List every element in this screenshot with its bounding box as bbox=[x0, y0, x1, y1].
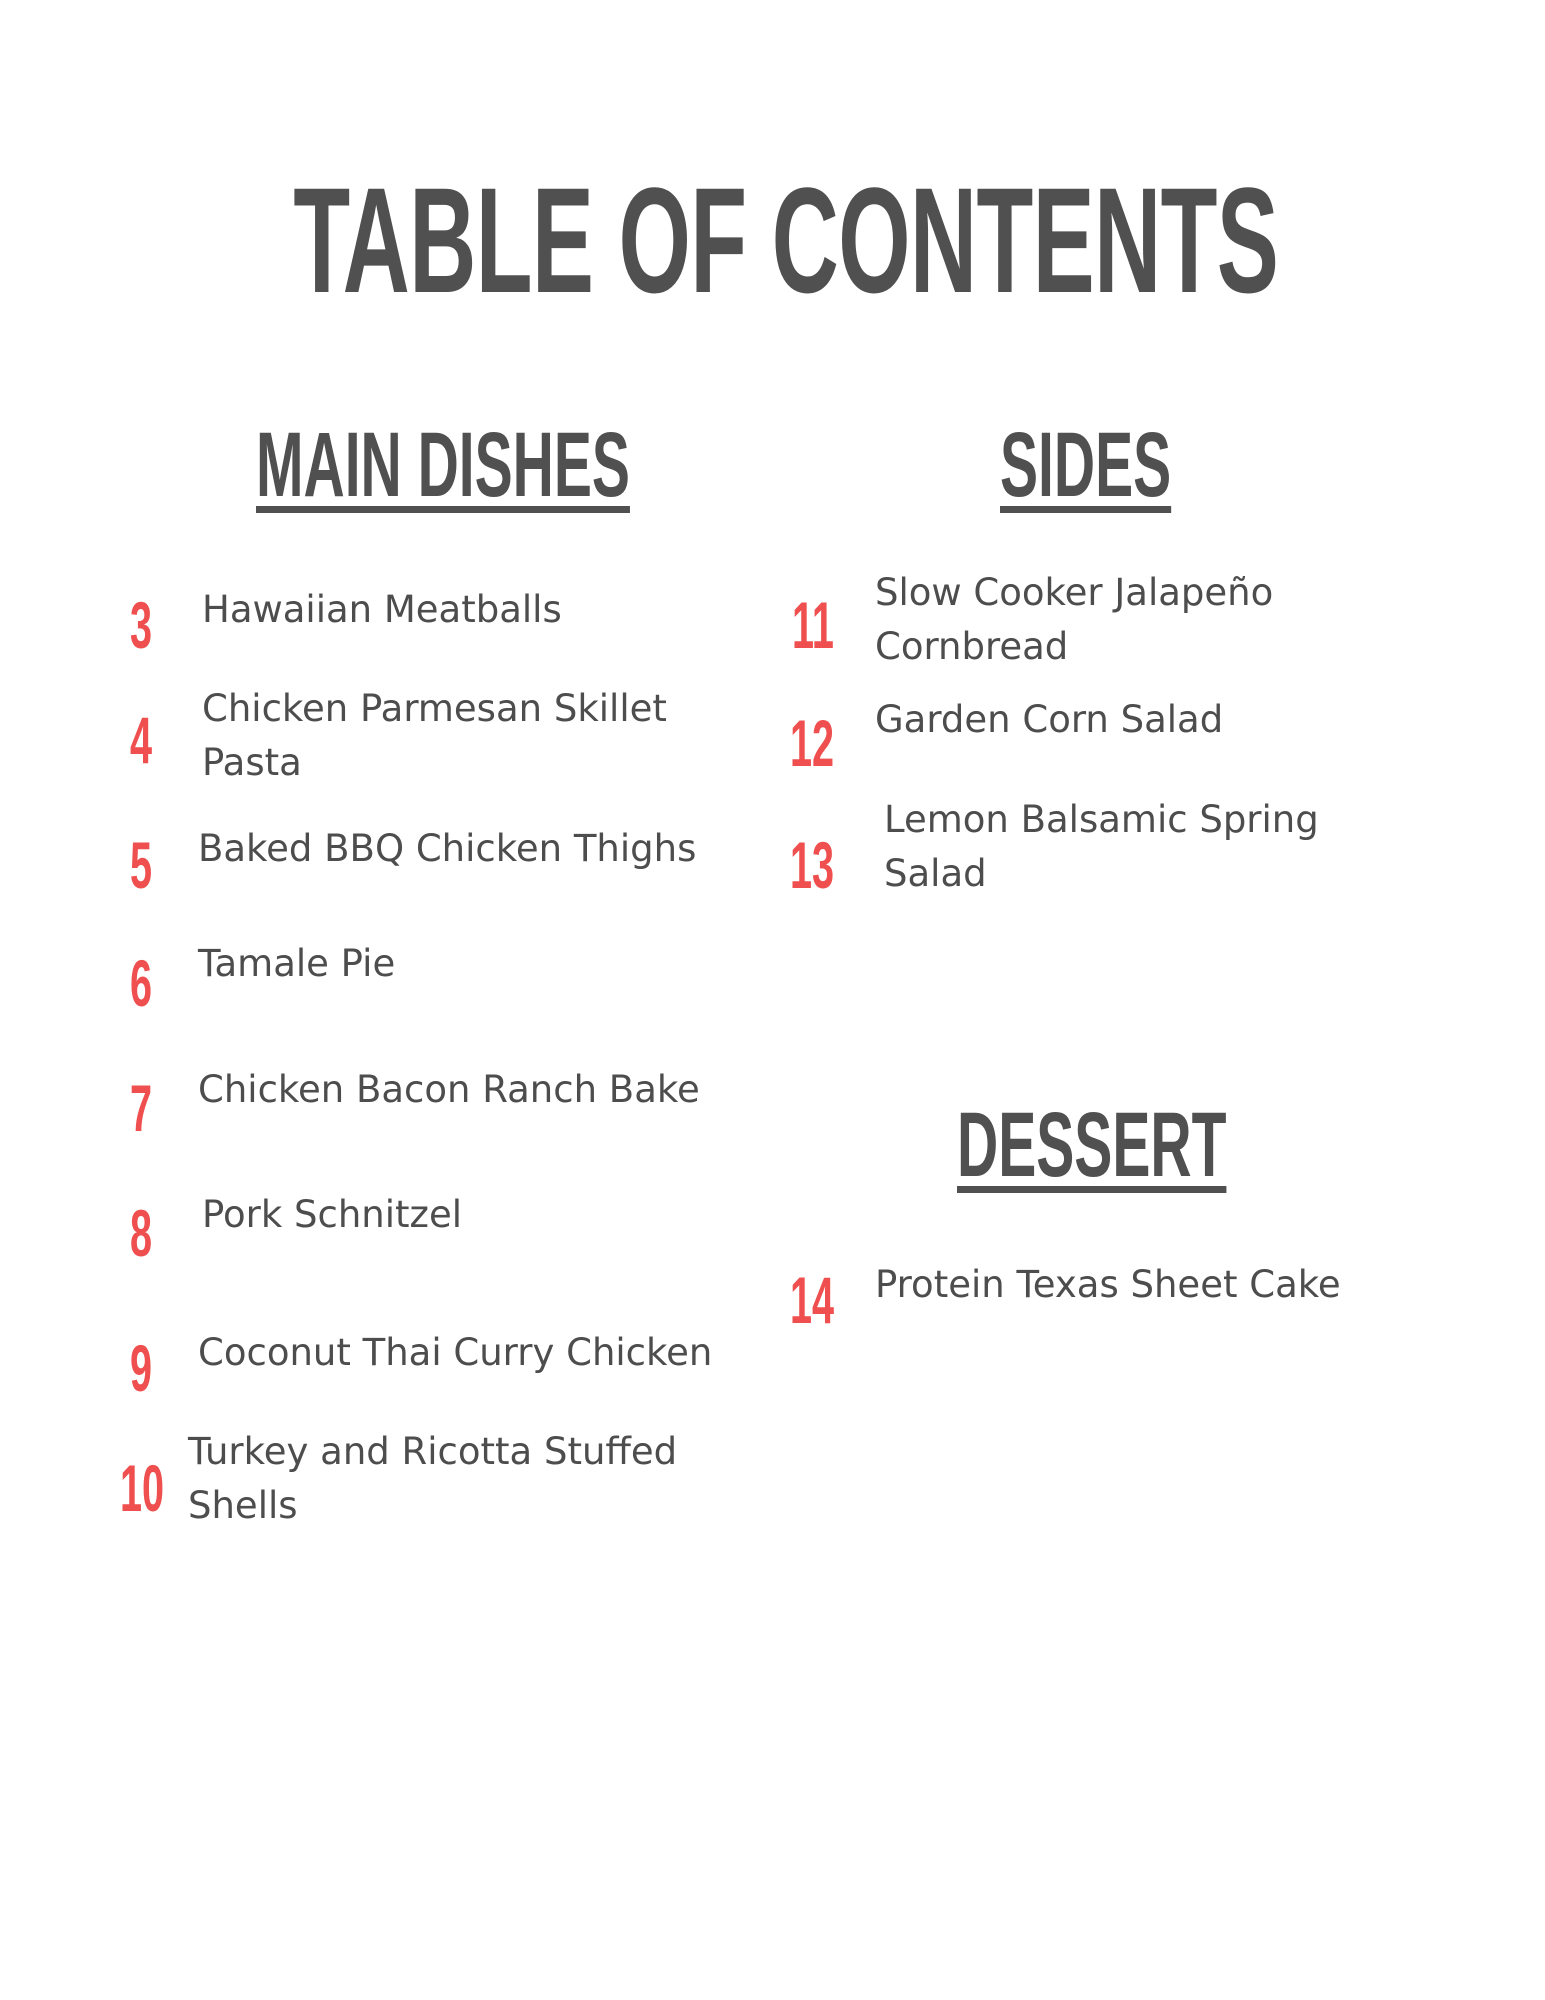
toc-entry-title[interactable]: Tamale Pie bbox=[198, 942, 396, 985]
section-heading-dessert: DESSERT bbox=[957, 1094, 1227, 1196]
toc-entry-title[interactable]: Baked BBQ Chicken Thighs bbox=[198, 827, 697, 870]
toc-entry-title[interactable]: Hawaiian Meatballs bbox=[202, 588, 562, 631]
toc-page-number: 3 bbox=[130, 588, 153, 662]
toc-page-number: 5 bbox=[130, 828, 153, 902]
toc-entry-title[interactable]: Garden Corn Salad bbox=[875, 698, 1224, 741]
toc-page-number: 11 bbox=[792, 588, 834, 662]
toc-page-number: 6 bbox=[130, 946, 153, 1020]
page-title: TABLE OF CONTENTS bbox=[293, 156, 1279, 324]
toc-entry-title[interactable]: Chicken Parmesan Skillet Pasta bbox=[202, 687, 667, 784]
toc-page-number: 14 bbox=[790, 1263, 835, 1337]
toc-page-number: 9 bbox=[130, 1331, 153, 1405]
section-heading-main-dishes: MAIN DISHES bbox=[256, 414, 630, 516]
toc-page-number: 12 bbox=[790, 706, 835, 780]
toc-entry-title[interactable]: Chicken Bacon Ranch Bake bbox=[198, 1068, 700, 1111]
toc-page-number: 10 bbox=[120, 1451, 165, 1525]
toc-page-number: 7 bbox=[130, 1071, 153, 1145]
toc-entry-title[interactable]: Turkey and Ricotta Stuffed Shells bbox=[188, 1430, 678, 1527]
toc-entry-title[interactable]: Slow Cooker Jalapeño Cornbread bbox=[875, 571, 1274, 668]
toc-page-number: 13 bbox=[790, 828, 835, 902]
toc-page-number: 8 bbox=[130, 1196, 153, 1270]
section-heading-sides: SIDES bbox=[1000, 414, 1172, 516]
toc-entry-title[interactable]: Pork Schnitzel bbox=[202, 1193, 463, 1236]
toc-page-number: 4 bbox=[130, 703, 153, 777]
toc-entry-title[interactable]: Protein Texas Sheet Cake bbox=[875, 1263, 1341, 1306]
toc-entry-title[interactable]: Lemon Balsamic Spring Salad bbox=[884, 798, 1319, 895]
toc-entry-title[interactable]: Coconut Thai Curry Chicken bbox=[198, 1331, 713, 1374]
